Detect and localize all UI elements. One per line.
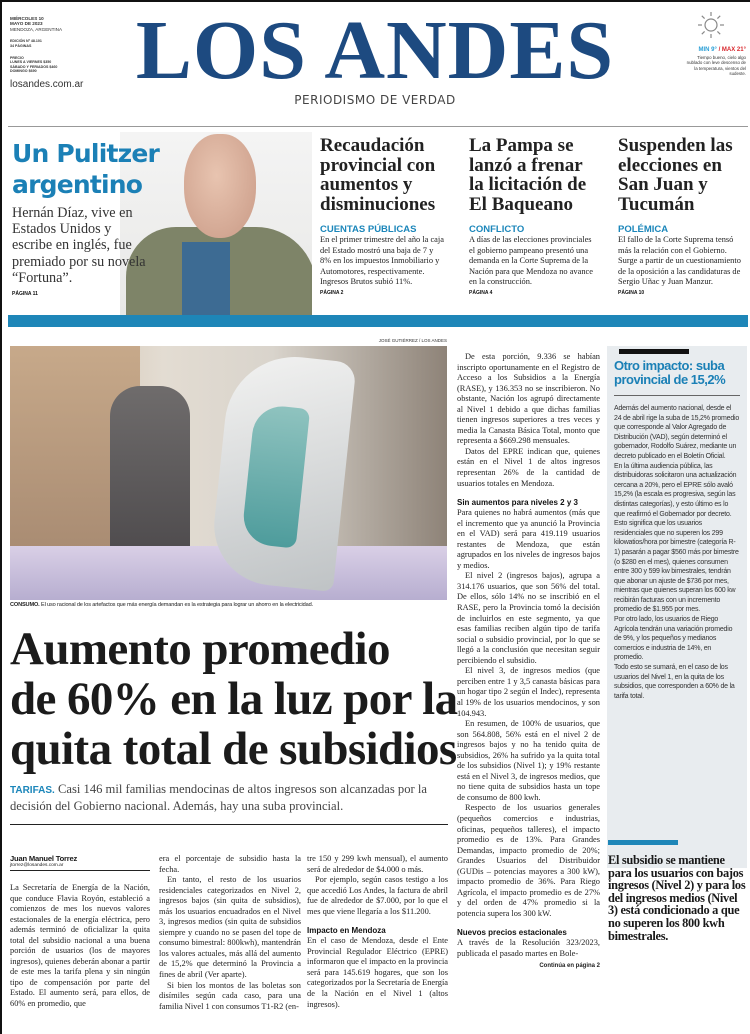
article-col-3 bbox=[307, 854, 448, 1010]
headline-line: argentino bbox=[12, 170, 143, 199]
masthead-logo: LOS ANDES bbox=[135, 4, 615, 97]
headline-line: Aumento promedio bbox=[10, 623, 390, 675]
subhead: Nuevos precios estacionales bbox=[457, 928, 567, 938]
main-deck bbox=[10, 782, 450, 814]
article-col-2 bbox=[159, 854, 301, 1012]
sidebar-callout: El subsidio se mantiene para los usuarios con bajos ingresos (Nivel 2) y para los del ingresos medios (Nivel 3) está condicionado a que no superen los 800 kwh bimestrales. bbox=[608, 853, 746, 943]
sidebar-paragraph: Todo esto se sumará, en el caso de los usuarios del Nivel 1, en la quita de los subsidios, que corresponden a 60% de la tarifa total. bbox=[614, 664, 735, 700]
pulitzer-headline bbox=[12, 138, 192, 200]
top-story[interactable] bbox=[618, 136, 746, 296]
price-line: PRECIO bbox=[10, 56, 24, 61]
author-name: Juan Manuel Torrez bbox=[10, 854, 78, 863]
story-kicker: CUENTAS PÚBLICAS bbox=[320, 224, 417, 235]
website-link[interactable]: losandes.com.ar bbox=[10, 78, 84, 90]
story-summary: En el primer trimestre del año la caja del Estado mostró una baja de 7 y 8% en los impuestos Inmobiliario y Automotores, respectivamente. Ingresos Brutos subió 11%. bbox=[320, 235, 444, 287]
sun-icon bbox=[696, 10, 726, 40]
min-temp: MIN 9° bbox=[698, 47, 717, 53]
story-kicker: POLÉMICA bbox=[618, 224, 669, 235]
top-story[interactable] bbox=[320, 136, 446, 296]
sidebar-top-bar bbox=[619, 349, 689, 354]
deck-text: Casi 146 mil familias mendocinas de altos ingresos son alcanzadas por la decisión del Gobierno nacional. Además, hay una suba provincial. bbox=[10, 782, 427, 813]
story-headline: La Pampa se lanzó a frenar la licitación de El Baqueano bbox=[469, 135, 587, 215]
weather-forecast: Tiempo bueno, cielo algo nublado con leve descenso de la temperatura, vientos del sudeste. bbox=[686, 55, 746, 77]
max-temp: MAX 21° bbox=[721, 47, 746, 53]
price-line: LUNES A VIERNES $350 bbox=[10, 60, 52, 65]
pulitzer-story[interactable] bbox=[12, 138, 192, 297]
date-line: MIÉRCOLES 10 bbox=[10, 16, 44, 21]
top-story[interactable] bbox=[469, 136, 597, 296]
weather-box bbox=[662, 10, 746, 77]
price-line: SÁBADO Y FERIADOS $460 bbox=[10, 64, 58, 69]
sidebar-paragraph: Además del aumento nacional, desde el 24 de abril rige la suba de 15,2% promedio que corresponde al Valor Agregado de Distribución (VAD), según determinó el gobernador, Rodolfo Suárez, mediante un decreto publicado en el Boletín Oficial. bbox=[614, 405, 740, 460]
continued-link[interactable]: Continúa en página 2 bbox=[539, 962, 600, 969]
body-paragraph: tre 150 y 299 kwh mensual), el aumento será de alrededor de $4.000 o más. bbox=[307, 854, 448, 874]
body-paragraph: Para quienes no habrá aumentos (más que el incremento que ya anunció la Provincia en el VAD) será para 419.119 usuarios restantes de Mendoza, que están agrupados en los niveles de ingresos bajos y medios. bbox=[457, 508, 600, 570]
tagline: PERIODISMO DE VERDAD bbox=[294, 93, 456, 107]
header-info bbox=[10, 16, 110, 90]
headline-line: quita total de subsidios bbox=[10, 723, 457, 775]
photo-head bbox=[184, 134, 256, 238]
temp-separator: / bbox=[718, 47, 721, 53]
article-col-1 bbox=[10, 854, 150, 1010]
main-photo bbox=[10, 346, 447, 600]
sidebar-paragraph: En la última audiencia pública, las distribuidoras solicitaron una actualización cercana a 20%, pero el EPRE sólo avaló 15,2% (la escala es progresiva, según las distintas categorías), y esto último es lo que reafirmó el Gobernador por decreto. bbox=[614, 462, 737, 518]
date-line: MENDOZA, ARGENTINA bbox=[10, 26, 63, 32]
story-headline: Suspenden las elecciones en San Juan y Tucumán bbox=[618, 135, 733, 215]
edition-line: EDICIÓN Nº 48.101 bbox=[10, 39, 42, 44]
pulitzer-summary: Hernán Díaz, vive en Estados Unidos y escribe en inglés, fue premiado por su novela “Fortuna”. bbox=[12, 205, 146, 286]
body-paragraph: Respecto de los usuarios generales (pequeños comercios e industrias, oficinas, pequeños talleres), el impacto promedio es de 13%. Para Grandes Demandas, impacto promedio de 20%; Grandes Usuarios del Distribuidor (GUDis – potencias mayores a 300 kW), impacto promedio de 36%. Para Riego Agrícola, el impacto promedio es de 27% y del orden de 47% promedio si la potencia supera los 300 kW. bbox=[457, 803, 600, 918]
story-headline: Recaudación provincial con aumentos y disminuciones bbox=[320, 135, 436, 215]
sidebar-title: Otro impacto: suba provincial de 15,2% bbox=[614, 358, 726, 387]
subhead: Impacto en Mendoza bbox=[307, 926, 386, 936]
photo-caption bbox=[10, 602, 450, 608]
page-ref: PÁGINA 11 bbox=[12, 291, 38, 298]
story-summary: A días de las elecciones provinciales el gobierno pampeano presentó una demanda en la Corte Suprema de la Nación para que Mendoza no avance en la construcción. bbox=[469, 235, 593, 287]
main-headline[interactable] bbox=[10, 623, 458, 775]
caption-text: El uso racional de los artefactos que más energía demandan es la estrategia para lograr un ahorro en la electricidad. bbox=[40, 602, 313, 608]
header-divider bbox=[8, 126, 748, 127]
article-col-4 bbox=[457, 352, 600, 971]
story-kicker: CONFLICTO bbox=[469, 224, 525, 235]
body-paragraph: Por ejemplo, según casos testigo a los que accedió Los Andes, la factura de abril fue de alrededor de $7.000, por lo que el mes que viene llegaría a los $11.200. bbox=[307, 875, 448, 916]
body-paragraph: En el caso de Mendoza, desde el Ente Provincial Regulador Eléctrico (EPRE) informaron que el impacto en la provincia será para 145.619 hogares, que son los categorizados por la Secretaría de Energía de la Nación en el Nivel 1 (altos ingresos). bbox=[307, 936, 448, 1009]
callout-bar bbox=[608, 840, 678, 845]
story-summary: El fallo de la Corte Suprema tensó más la relación con el Gobierno. Surge a partir de un cuestionamiento de la oposición a las candidaturas de Sergio Uñac y Juan Manzur. bbox=[618, 235, 741, 287]
body-paragraph: Si bien los montos de las boletas son disímiles según cada caso, para una familia Nivel 1 con consumos T1-R2 (en- bbox=[159, 980, 301, 1011]
body-paragraph: En resumen, de 100% de usuarios, que son 564.808, 56% está en el nivel 2 de ingresos bajos y no ha tenido quita de subsidios, 26% ha sufrido ya la quita total de los subsidios (Nivel 1); y 19% restante está en el Nivel 3, de ingresos medios, que no tiene quita de subsidios hasta un tope de consumo de 800 kwh. bbox=[457, 719, 600, 802]
author-email[interactable]: jtorrez@losandes.com.ar bbox=[10, 863, 150, 871]
deck-divider bbox=[10, 824, 448, 825]
date-line: MAYO DE 2023 bbox=[10, 21, 43, 27]
photo-person bbox=[110, 386, 190, 556]
deck-kicker: TARIFAS. bbox=[10, 785, 55, 796]
page-ref: PÁGINA 2 bbox=[320, 289, 344, 296]
page-ref: PÁGINA 10 bbox=[618, 289, 645, 296]
body-paragraph: era el porcentaje de subsidio hasta la fecha. bbox=[159, 854, 301, 874]
sidebar-paragraph: Por otro lado, los usuarios de Riego Agrícola tendrán una variación promedio de 9%, y los pequeños y medianos comercios e industria de 14%, en promedio. bbox=[614, 616, 733, 662]
photo-credit: JOSÉ GUTIÉRREZ / LOS ANDES bbox=[378, 338, 447, 343]
subhead: Sin aumentos para niveles 2 y 3 bbox=[457, 498, 578, 508]
body-paragraph: Datos del EPRE indican que, quienes están en el Nivel 1 de altos ingresos representan 26% de la cantidad de usuarios totales en Mendoza. bbox=[457, 446, 600, 488]
edition-line: 34 PÁGINAS bbox=[10, 43, 32, 48]
sidebar-box bbox=[607, 346, 747, 868]
body-paragraph: La Secretaría de Energía de la Nación, que conduce Flavia Royón, estableció a comienzos de mes los nuevos valores estacionales de la energía eléctrica, pero además terminó de oficializar la quita total del subsidio nacional a una buena porción de usuarios (los de mayores ingresos), quienes deberán abonar a partir de este mes la tarifa plena y sin ningún tipo de compensación por parte del Estado. El aumento será, para ellos, de 60% en promedio, que bbox=[10, 883, 150, 1009]
body-paragraph: El nivel 2 (ingresos bajos), agrupa a 314.176 usuarios, que son 56% del total. De ellos, sólo 14% no se inscribió en el RASE, pero la Provincia tomó la decisión de incluirlos en este segmento, ya que esas familias reciben algún tipo de tarifa social o subsidio provincial, por lo que se llegó a la conclusión que necesitan seguir percibiendo el subsidio. bbox=[457, 571, 600, 665]
body-paragraph: El nivel 3, de ingresos medios (que perciben entre 1 y 3,5 canasta básicas para un hogar tipo 2 según el Indec), representa al 19% de los usuarios mendocinos, y son 104.943. bbox=[457, 666, 600, 718]
price-line: DOMINGO $690 bbox=[10, 69, 37, 74]
section-band bbox=[8, 315, 748, 327]
headline-line: de 60% en la luz por la bbox=[10, 673, 458, 725]
headline-line: Un Pulitzer bbox=[12, 139, 160, 168]
page-ref: PÁGINA 4 bbox=[469, 289, 493, 296]
caption-kicker: CONSUMO. bbox=[10, 602, 40, 608]
body-paragraph: En tanto, el resto de los usuarios residenciales categorizados en Nivel 2, ingresos bajos (sin quita de subsidios), más los usuarios encuadrados en el Nivel 3, ingresos medios (sin quita de subsidios siempre y cuando no se pasen del tope de consumo bimestral: 800kwh), mantendrán los valores actuales, más allá del aumento de 15,2% que determinó la Provincia a fines de abril (Ver aparte). bbox=[159, 875, 301, 980]
body-paragraph: A través de la Resolución 323/2023, publicada el pasado martes en Bole- bbox=[457, 938, 600, 958]
sidebar-paragraph: Esto significa que los usuarios residenciales que no superen los 299 kilowatios/hora por bimestre (categoría R-1) pasarán a pagar $560 más por bimestre (o $280 en el mes), quienes consumen entre 300 y 599 kw bimestrales, tendrán que abonar un ajuste de $736 por mes, mientras que quienes superan los 600 kw recibirán facturas con un incremento promedio de $1.955 por mes. bbox=[614, 520, 739, 614]
body-paragraph: De esta porción, 9.336 se habían inscripto oportunamente en el Registro de Acceso a los Subsidios a la Energía (RASE), y 136.353 no se inscribieron. No obstante, Nación los agrupó directamente al Nivel 1 debido a que dichas familias tienen ingresos superiores a tres veces y media la Canasta Básica Total, monto que representa a $669.298 mensuales. bbox=[457, 352, 600, 446]
